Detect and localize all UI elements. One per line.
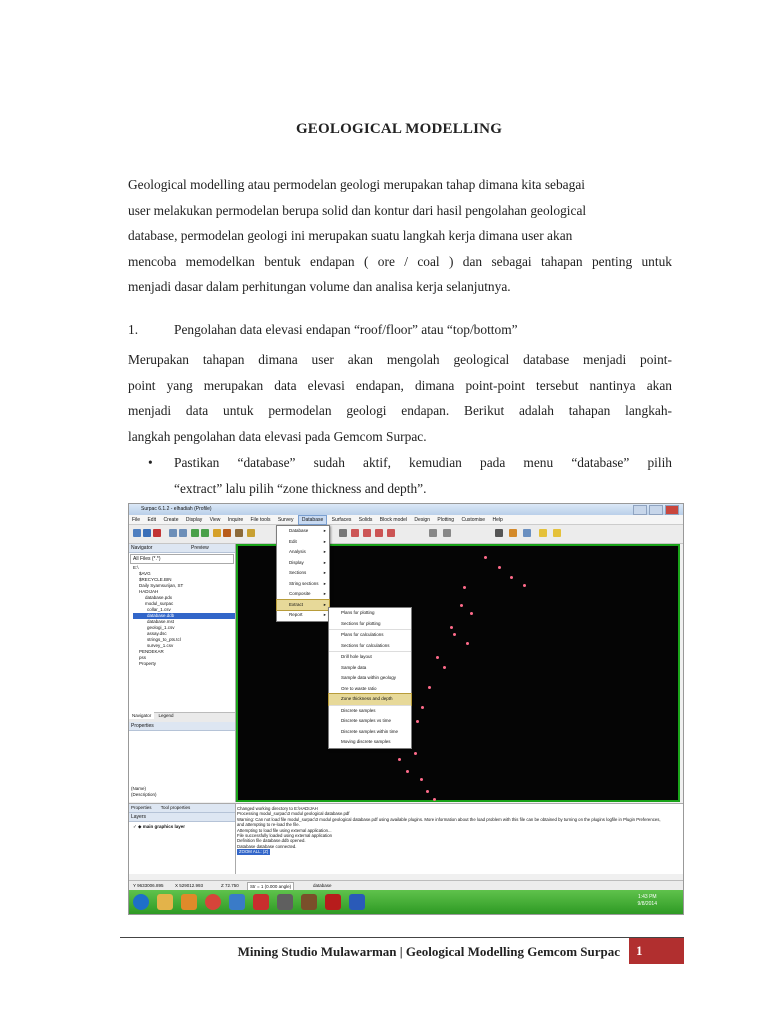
data-point <box>421 706 424 709</box>
menu-view[interactable]: View <box>209 517 221 523</box>
menu-surfaces[interactable]: Surfaces <box>331 517 352 523</box>
report-icon[interactable] <box>553 529 561 537</box>
menu-block-model[interactable]: Block model <box>379 517 408 523</box>
console-line: Processing modul_surpac\3 modul geological database.pdf <box>237 811 350 817</box>
paint-icon[interactable] <box>509 529 517 537</box>
bullet-item <box>148 450 672 501</box>
data-point <box>420 778 423 781</box>
window-title: Surpac 6.1.2 - elhadiah (Profile) <box>141 506 212 512</box>
preview-label[interactable]: Preview <box>191 545 209 551</box>
page-number: 1 <box>629 938 684 964</box>
submenu-item[interactable]: Sample data <box>341 664 367 670</box>
intro-paragraph <box>128 172 672 300</box>
tree-item[interactable]: database.pdx <box>145 595 173 600</box>
tree-item[interactable]: E:\ <box>133 565 139 570</box>
navigator-tabs <box>129 712 235 722</box>
submenu-item[interactable]: Discrete samples <box>329 705 411 717</box>
menu-survey[interactable]: Survey <box>277 517 294 523</box>
menu-item-composite[interactable]: Composite ▸ <box>289 591 326 596</box>
menu-inquire[interactable]: Inquire <box>227 517 244 523</box>
pdf-icon[interactable] <box>253 894 269 910</box>
intro-line: mencoba memodelkan bentuk endapan ( ore / coal ) dan sebagai tahapan penting untuk <box>128 253 672 269</box>
data-point <box>470 612 473 615</box>
data-point <box>436 656 439 659</box>
status-y: Y 9633006.895 <box>133 883 164 888</box>
bullet-icon: • <box>148 455 153 470</box>
navigator-title: Navigator <box>131 545 153 551</box>
menu-item-database[interactable]: Database ▸ <box>289 528 326 533</box>
windows-taskbar <box>129 890 683 914</box>
segment-icon[interactable] <box>375 529 383 537</box>
submenu-item[interactable]: Sections for calculations <box>341 642 390 648</box>
data-point <box>523 584 526 587</box>
bulb-icon[interactable] <box>539 529 547 537</box>
menu-create[interactable]: Create <box>163 517 179 523</box>
select-icon[interactable] <box>213 529 221 537</box>
section-heading <box>128 322 518 338</box>
menu-plotting[interactable]: Plotting <box>437 517 455 523</box>
app-icon[interactable] <box>277 894 293 910</box>
window-titlebar <box>129 504 683 515</box>
point-icon[interactable] <box>363 529 371 537</box>
navigator-header <box>129 544 235 553</box>
menu-file[interactable]: File <box>132 517 141 523</box>
menu-item-string-sections[interactable]: String sections ▸ <box>289 580 326 586</box>
console-line: Database database connected. <box>237 843 297 849</box>
properties-title: Properties <box>129 722 235 731</box>
data-point <box>414 752 417 755</box>
status-x: X 529012.993 <box>175 883 204 888</box>
trace-icon[interactable] <box>387 529 395 537</box>
app-icon[interactable] <box>301 894 317 910</box>
data-point <box>416 720 419 723</box>
data-point <box>460 604 463 607</box>
clock-date: 9/8/2014 <box>637 901 657 907</box>
tree-item[interactable]: survey_1.csv <box>147 643 174 648</box>
submenu-item[interactable]: Moving discrete samples <box>341 739 391 744</box>
lower-pane <box>129 803 683 874</box>
intro-line: user melakukan permodelan berupa solid dan kontur dari hasil pengolahan geological <box>128 202 587 218</box>
tab-navigator[interactable]: Navigator <box>129 712 154 719</box>
intro-line: Geological modelling atau permodelan geologi merupakan tahap dimana kita sebagai <box>128 177 585 192</box>
console-command-input[interactable]: ZOOM ALL: (Z) <box>239 849 269 855</box>
system-clock[interactable] <box>638 894 657 908</box>
data-point <box>453 633 456 636</box>
tree-item[interactable]: geologi_1.csv <box>147 625 175 630</box>
section-line: menjadi data untuk permodelan geologi endapan. Berikut adalah tahapan langkah- <box>128 403 672 418</box>
database-indicator: database <box>313 883 332 888</box>
navigator-panel <box>129 544 236 802</box>
section-number: 1. <box>128 322 139 337</box>
section-line: point yang merupakan data elevasi endapan, dimana point-point tersebut nantinya akan <box>128 377 672 393</box>
file-tree <box>129 565 235 667</box>
submenu-item[interactable]: Ore to waste ratio <box>341 685 377 691</box>
tree-item[interactable]: PENDEKAR <box>139 649 164 654</box>
zoom-in-icon[interactable] <box>179 529 187 537</box>
section-line: langkah pengolahan data elevasi pada Gemcom Surpac. <box>128 428 427 444</box>
menu-bar <box>129 515 683 525</box>
properties-fields <box>131 786 157 798</box>
tab-properties[interactable]: Properties <box>131 805 152 810</box>
media-icon[interactable] <box>181 894 197 910</box>
console-line: Attempting to load file using external application... <box>237 827 332 833</box>
tree-item[interactable]: collar_1.csv <box>147 607 171 612</box>
copy-icon[interactable] <box>523 529 531 537</box>
menu-display[interactable]: Display <box>185 517 203 523</box>
close-icon[interactable] <box>665 505 679 515</box>
edit-icon[interactable] <box>351 529 359 537</box>
acrobat-icon[interactable] <box>325 894 341 910</box>
menu-solids[interactable]: Solids <box>358 517 373 523</box>
layers-title: Layers <box>129 813 235 822</box>
new-file-icon[interactable] <box>133 529 141 537</box>
page-title: GEOLOGICAL MODELLING <box>295 121 503 137</box>
submenu-item-zone-thickness[interactable]: Zone thickness and depth <box>329 694 411 705</box>
props-description-label: (Description) <box>131 792 157 797</box>
submenu-item[interactable]: Plans for calculations <box>329 629 411 641</box>
submenu-item[interactable]: Discrete samples within time <box>341 728 399 734</box>
explorer-icon[interactable] <box>157 894 173 910</box>
submenu-item[interactable]: Sample data within geology <box>341 675 397 680</box>
props-name-label: (Name) <box>131 786 147 791</box>
menu-item-report[interactable]: Report ▸ <box>289 612 326 617</box>
bullet-line: “extract” lalu pilih “zone thickness and depth”. <box>174 480 427 496</box>
menu-edit[interactable]: Edit <box>147 517 157 523</box>
tree-item[interactable]: modul_surpac <box>145 601 174 606</box>
zoom-icon[interactable] <box>169 529 177 537</box>
layer-name: main graphics layer <box>142 824 186 829</box>
tree-item[interactable]: HADIJAH <box>139 589 159 594</box>
data-point <box>406 770 409 773</box>
tree-item[interactable]: $RECYCLE.BIN <box>139 577 172 582</box>
menu-item-display[interactable]: Display ▸ <box>289 559 326 565</box>
data-point <box>433 798 436 801</box>
console-line: Warning: Can not load file modul_surpac\3 modul geological database.pdf using available plugins. More information about the load problem with this file can be obtained by turning on the plugins logfile in Plugin Preferences, <box>237 816 661 822</box>
section-heading-text: Pengolahan data elevasi endapan “roof/floor” atau “top/bottom” <box>174 322 518 337</box>
console-line: and attempting to re-load the file. <box>237 822 300 828</box>
data-point <box>398 758 401 761</box>
menu-item-analysis[interactable]: Analysis ▸ <box>289 549 326 554</box>
data-point <box>428 686 431 689</box>
data-point <box>463 586 466 589</box>
word-icon[interactable] <box>349 894 365 910</box>
tree-item[interactable]: pss <box>139 655 147 660</box>
menu-customise[interactable]: Customise <box>461 517 486 523</box>
rotate-icon[interactable] <box>191 529 199 537</box>
section-paragraph <box>128 347 672 449</box>
footer-text: Mining Studio Mulawarman | Geological Modelling Gemcom Surpac <box>237 944 620 959</box>
layer-icon[interactable] <box>247 529 255 537</box>
digitise-icon[interactable] <box>223 529 231 537</box>
menu-help[interactable]: Help <box>492 517 503 523</box>
footer-divider <box>120 937 684 938</box>
stop-icon[interactable] <box>153 529 161 537</box>
menu-database[interactable]: Database <box>298 515 327 525</box>
clock-time: 1:43 PM <box>637 894 657 900</box>
minimize-icon[interactable] <box>633 505 647 515</box>
submenu-item[interactable]: Discrete samples vs time <box>341 718 392 723</box>
menu-item-edit[interactable]: Edit ▸ <box>289 538 326 544</box>
menu-item-sections[interactable]: Sections ▸ <box>289 570 326 575</box>
submenu-item[interactable]: Plans for plotting <box>341 610 375 615</box>
chrome-icon[interactable] <box>205 894 221 910</box>
console-line: Changed working directory to E:\HADIJAH <box>237 806 318 811</box>
database-dropdown <box>276 525 330 622</box>
save-icon[interactable] <box>143 529 151 537</box>
section-line: Merupakan tahapan dimana user akan mengolah geological database menjadi point- <box>128 352 672 367</box>
console-line: Definition file database.ddb opened. <box>237 838 306 844</box>
data-point <box>466 642 469 645</box>
menu-file-tools[interactable]: File tools <box>250 517 271 523</box>
layers-panel <box>129 804 236 874</box>
string-field[interactable]: Str = 1 (0.000 angle) <box>247 882 294 891</box>
graph-icon[interactable] <box>339 529 347 537</box>
tab-tool-properties[interactable]: Tool properties <box>160 805 191 810</box>
status-z: Z 72.750 <box>221 883 239 888</box>
extract-submenu <box>328 607 412 749</box>
data-point <box>443 666 446 669</box>
console-line: File successfully loaded using external application <box>237 833 333 839</box>
data-point <box>426 790 429 793</box>
menu-design[interactable]: Design <box>414 517 430 523</box>
tree-item[interactable]: Daily Syamsurijan, ST <box>139 583 184 588</box>
message-console <box>237 806 673 855</box>
window-controls <box>633 505 679 515</box>
measure-icon[interactable] <box>443 529 451 537</box>
layer-item[interactable]: ✓ ◆ main graphics layer <box>133 824 186 829</box>
tree-item[interactable]: assay.dsc <box>147 631 167 636</box>
intro-line: database, permodelan geologi ini merupakan suatu langkah kerja dimana user akan <box>128 228 573 243</box>
start-icon[interactable] <box>133 894 149 910</box>
data-point <box>510 576 513 579</box>
properties-tabs <box>129 804 235 813</box>
file-filter-select[interactable]: All Files (*.*) <box>130 554 234 564</box>
bullet-line: Pastikan “database” sudah aktif, kemudian pada menu “database” pilih <box>174 455 672 470</box>
pan-icon[interactable] <box>201 529 209 537</box>
string-icon[interactable] <box>235 529 243 537</box>
arrow-icon[interactable] <box>495 529 503 537</box>
data-point <box>484 556 487 559</box>
tree-item[interactable]: $AVG <box>139 571 151 576</box>
submenu-item[interactable]: Sections for plotting <box>341 620 381 626</box>
tab-legend[interactable]: Legend <box>158 713 174 718</box>
menu-item-extract[interactable]: Extract ▸ <box>277 600 329 611</box>
toolbar <box>129 525 683 544</box>
properties-panel <box>129 722 235 802</box>
tree-item[interactable]: strings_to_pts.tcl <box>147 637 181 642</box>
intro-line: menjadi dasar dalam perhitungan volume dan analisa kerja selanjutnya. <box>128 279 511 294</box>
data-point <box>450 626 453 629</box>
submenu-item[interactable]: Drill hole layout <box>329 651 411 663</box>
tree-item-selected[interactable]: database.ddb <box>133 613 235 619</box>
lines-icon[interactable] <box>429 529 437 537</box>
maximize-icon[interactable] <box>649 505 663 515</box>
surpac-icon[interactable] <box>229 894 245 910</box>
surpac-screenshot <box>128 503 684 915</box>
tree-item[interactable]: database.mst <box>147 619 175 624</box>
data-point <box>498 566 501 569</box>
tree-item[interactable]: Property <box>139 661 157 666</box>
